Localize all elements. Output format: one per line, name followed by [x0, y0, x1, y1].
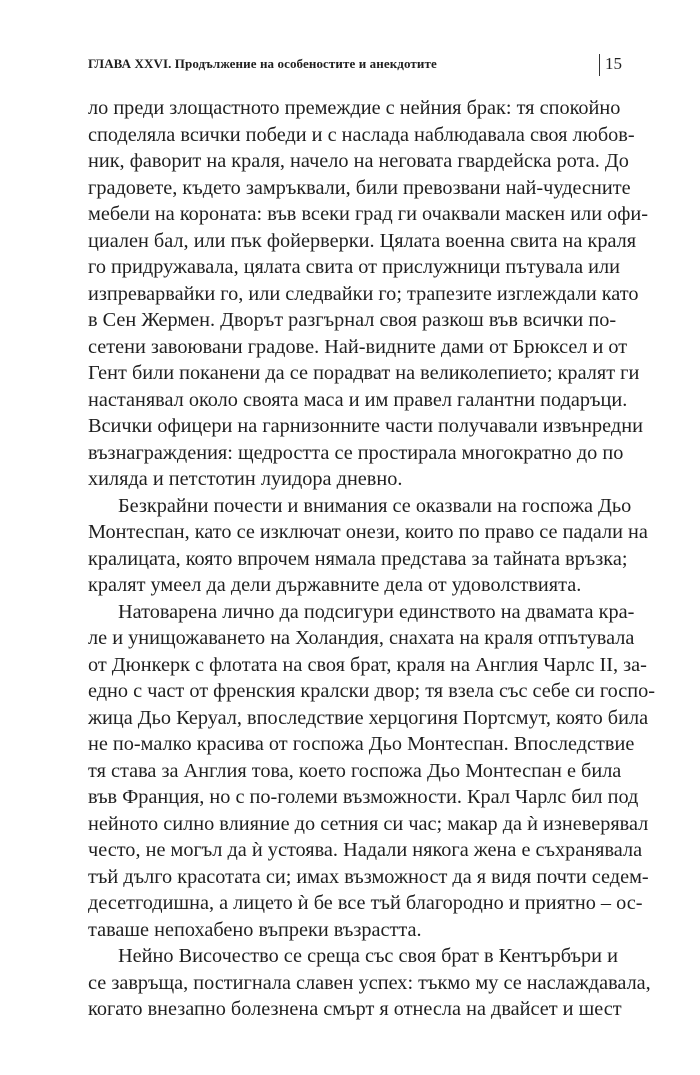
text-line: споделяла всички победи и с наслада наблюдавала своя любов- [88, 123, 635, 146]
text-line: сетени завоювани градове. Най-видните дами от Брюксел и от [88, 335, 628, 358]
text-line: Монтеспан, като се изключат онези, които по право се падали на [88, 521, 648, 543]
page-number: 15 [605, 54, 622, 73]
text-line: градовете, където замръквали, били превозвани най-чудесните [88, 176, 631, 199]
text-line: тя става за Англия това, което госпожа Дьо Монтеспан е била [88, 759, 622, 782]
paragraph-start-line: Безкрайни почести и внимания се оказвали на госпожа Дьо [118, 494, 632, 517]
text-line: от Дюнкерк с флотата на своя брат, краля на Англия Чарлс II, за- [88, 653, 647, 676]
text-line: кралят умеел да дели държавните дела от удоволствията. [88, 574, 582, 596]
text-line: едно с част от френския кралски двор; тя взела със себе си госпо- [88, 680, 656, 702]
text-line: ло преди злощастното премеждие с нейния брак: тя спокойно [88, 97, 621, 119]
text-line: жица Дьо Керуал, впоследствие херцогиня Портсмут, която била [88, 706, 649, 729]
running-header [88, 54, 628, 80]
text-line: хиляда и петстотин луидора дневно. [88, 468, 403, 490]
text-line: не по-малко красива от госпожа Дьо Монтеспан. Впоследствие [88, 733, 635, 755]
text-line: нейното силно влияние до сетния си час; макар да ѝ изневерявал [88, 812, 649, 835]
text-line: десетгодишна, а лицето ѝ бе все тъй благородно и приятно – ос- [88, 892, 643, 914]
text-line: се завръща, постигнала славен успех: тъкмо му се наслаждавала, [88, 971, 651, 994]
text-line: ник, фаворит на краля, начело на неговата гвардейска рота. До [88, 150, 629, 172]
text-line: възнаграждения: щедростта се простирала многократно до по [88, 441, 624, 464]
text-line: Гент били поканени да се порадват на великолепието; кралят ги [88, 362, 640, 384]
text-line: мебели на короната: във всеки град ги очаквали маскен или офи- [88, 203, 649, 225]
text-line: тъй дълго красотата си; имах възможност да я видя почти седем- [88, 865, 649, 888]
text-line: във Франция, но с по-големи възможности. Крал Чарлс бил под [88, 786, 639, 808]
chapter-title: ГЛАВА XXVI. Продължение на особеностите и анекдотите [88, 56, 437, 71]
header-divider [599, 54, 600, 76]
paragraph-start-line: Натоварена лично да подсигури единството на двамата кра- [118, 600, 635, 623]
paragraph-start-line: Нейно Височество се среща със своя брат в Кентърбъри и [118, 945, 618, 967]
text-line: Всички офицери на гарнизонните части получавали извънредни [88, 415, 643, 437]
text-line: циален бал, или пък фойерверки. Цялата военна свита на краля [88, 229, 637, 252]
text-line: в Сен Жермен. Дворът разгърнал своя разкош във всички по- [88, 309, 617, 331]
body-text [88, 95, 656, 1023]
text-line: настанявал около своята маса и им правел галантни подаръци. [88, 388, 628, 411]
text-line: изпреварвайки го, или следвайки го; трапезите изглеждали като [88, 282, 639, 305]
text-line: ле и унищожаването на Холандия, снахата на краля отпътувала [88, 627, 635, 649]
text-line: го придружавала, цялата свита от прислужници пътувала или [88, 256, 621, 278]
text-line: често, не могъл да ѝ устоява. Надали някога жена е съхранявала [88, 839, 643, 861]
text-line: когато внезапно болезнена смърт я отнесла на двайсет и шест [88, 998, 622, 1020]
text-line: таваше непохабено въпреки възрастта. [88, 918, 422, 941]
text-line: кралицата, която впрочем нямала представа за тайната връзка; [88, 547, 628, 570]
